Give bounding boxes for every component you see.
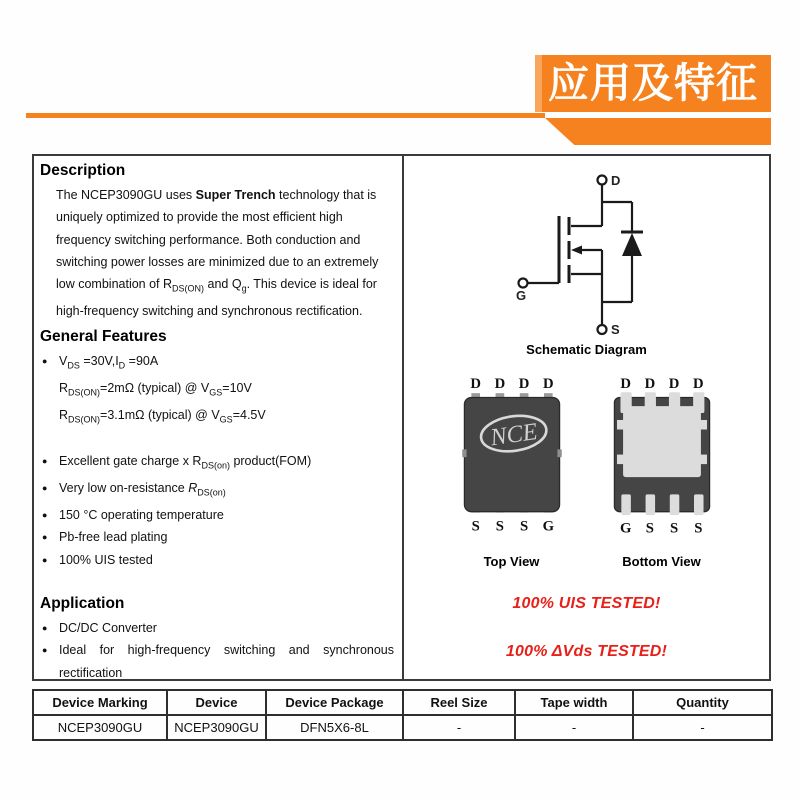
table-row bbox=[33, 715, 772, 740]
list-item: ● Pb-free lead plating bbox=[42, 526, 394, 548]
table-header-cell: Device bbox=[167, 690, 266, 715]
bottom-view-caption: Bottom View bbox=[622, 554, 701, 569]
list-item: $R_{DS(ON)}=3.1m\Omega$ (typical) @ $V_{GS}=4.5V$ bbox=[42, 404, 394, 431]
table-cell: - bbox=[403, 715, 515, 740]
source-terminal-icon bbox=[597, 325, 606, 334]
pin-label: D bbox=[542, 375, 554, 392]
package-bottom-view bbox=[597, 375, 727, 548]
list-item: ● 100% UIS tested bbox=[42, 549, 394, 571]
schematic-caption: Schematic Diagram bbox=[526, 342, 647, 357]
body-diode-icon bbox=[622, 233, 642, 256]
content-box bbox=[32, 154, 771, 681]
parts-table bbox=[32, 689, 773, 741]
package-captions bbox=[447, 554, 727, 569]
gate-terminal-icon bbox=[518, 279, 527, 288]
bullet-icon: ● bbox=[42, 645, 48, 656]
table-cell: NCEP3090GU bbox=[167, 715, 266, 740]
pin-label: D bbox=[494, 375, 505, 392]
application-list bbox=[42, 617, 394, 679]
pin-label: G bbox=[619, 520, 631, 537]
accent-rule bbox=[26, 113, 545, 118]
bullet-icon: ● bbox=[42, 554, 48, 565]
list-item: ● DC/DC Converter bbox=[42, 617, 394, 639]
table-body bbox=[33, 715, 772, 740]
figures-column bbox=[404, 156, 769, 679]
pin-label: S bbox=[693, 520, 702, 537]
application-heading: Application bbox=[40, 595, 125, 613]
pin-label: S bbox=[669, 520, 678, 537]
uis-tested-badge: 100% UIS TESTED! bbox=[512, 595, 661, 612]
drain-label: D bbox=[610, 173, 620, 188]
channel-arrow-icon bbox=[571, 246, 582, 255]
package-top-view bbox=[447, 375, 577, 548]
table-header-cell: Tape width bbox=[515, 690, 633, 715]
table-header-cell: Device Package bbox=[266, 690, 403, 715]
list-item: ● 150 °C operating temperature bbox=[42, 504, 394, 526]
package-body bbox=[464, 397, 559, 511]
pin-label: D bbox=[518, 375, 529, 392]
list-item: $R_{DS(ON)}=2m\Omega$ (typical) @ $V_{GS}=10V$ bbox=[42, 377, 394, 404]
list-item: ● $V_{DS} =30V,I_D =90A$ bbox=[42, 350, 394, 377]
pin-label: D bbox=[644, 375, 655, 392]
bullet-icon: ● bbox=[42, 482, 48, 493]
table-cell: - bbox=[515, 715, 633, 740]
description-heading: Description bbox=[40, 162, 126, 179]
features-list bbox=[42, 350, 394, 571]
package-views bbox=[447, 375, 727, 548]
table-header-cell: Reel Size bbox=[403, 690, 515, 715]
table-header-row bbox=[33, 690, 772, 715]
svg-text:NCE: NCE bbox=[488, 418, 539, 452]
bullet-icon: ● bbox=[42, 456, 48, 466]
table-cell: NCEP3090GU bbox=[33, 715, 167, 740]
table-cell: DFN5X6-8L bbox=[266, 715, 403, 740]
table-header-cell: Quantity bbox=[633, 690, 772, 715]
bullet-icon bbox=[42, 404, 59, 431]
pin-label: S bbox=[519, 518, 528, 535]
top-view-caption: Top View bbox=[483, 554, 540, 569]
bullet-icon: ● bbox=[42, 532, 48, 543]
bullet-icon bbox=[42, 377, 59, 404]
description-paragraph: The NCEP3090GU uses Super Trench technology that is uniquely optimized to provide the most efficient high frequency switching performance. Both conduction and switching power losses are minimized due to an extremely low combination of $R_{DS(ON)}$ and $Q_g$. This device is ideal for high-frequency switching and synchronous rectification. bbox=[56, 188, 379, 318]
pin-label: S bbox=[495, 518, 504, 535]
text-column bbox=[34, 156, 404, 679]
bullet-icon: ● bbox=[42, 356, 48, 367]
drain-terminal-icon bbox=[597, 176, 606, 185]
bullet-icon: ● bbox=[42, 509, 48, 520]
source-label: S bbox=[610, 322, 620, 337]
banner-title: 应用及特征 bbox=[548, 60, 758, 106]
gate-label: G bbox=[515, 288, 526, 303]
mosfet-schematic bbox=[507, 170, 667, 340]
section-banner bbox=[535, 55, 771, 112]
features-heading: General Features bbox=[40, 328, 167, 346]
list-item: ● Excellent gate charge x $R_{DS(on)}$ product(FOM) bbox=[42, 450, 394, 477]
pin-label: S bbox=[471, 518, 480, 535]
table-cell: - bbox=[633, 715, 772, 740]
pin-label: D bbox=[692, 375, 704, 392]
pin-label: S bbox=[645, 520, 654, 537]
table-header-cell: Device Marking bbox=[33, 690, 167, 715]
list-item: ● Very low on-resistance $R_{DS(on)}$ bbox=[42, 477, 394, 504]
pin-label: G bbox=[542, 518, 554, 535]
pin-label: D bbox=[668, 375, 679, 392]
dvds-tested-badge: 100% ΔVds TESTED! bbox=[505, 643, 668, 660]
pin-label: D bbox=[469, 375, 481, 392]
bullet-icon: ● bbox=[42, 623, 48, 634]
banner-tab-shape bbox=[545, 118, 771, 145]
list-item: ● Ideal for high-frequency switching and synchronous rectification bbox=[42, 639, 394, 679]
pin-label: D bbox=[619, 375, 631, 392]
